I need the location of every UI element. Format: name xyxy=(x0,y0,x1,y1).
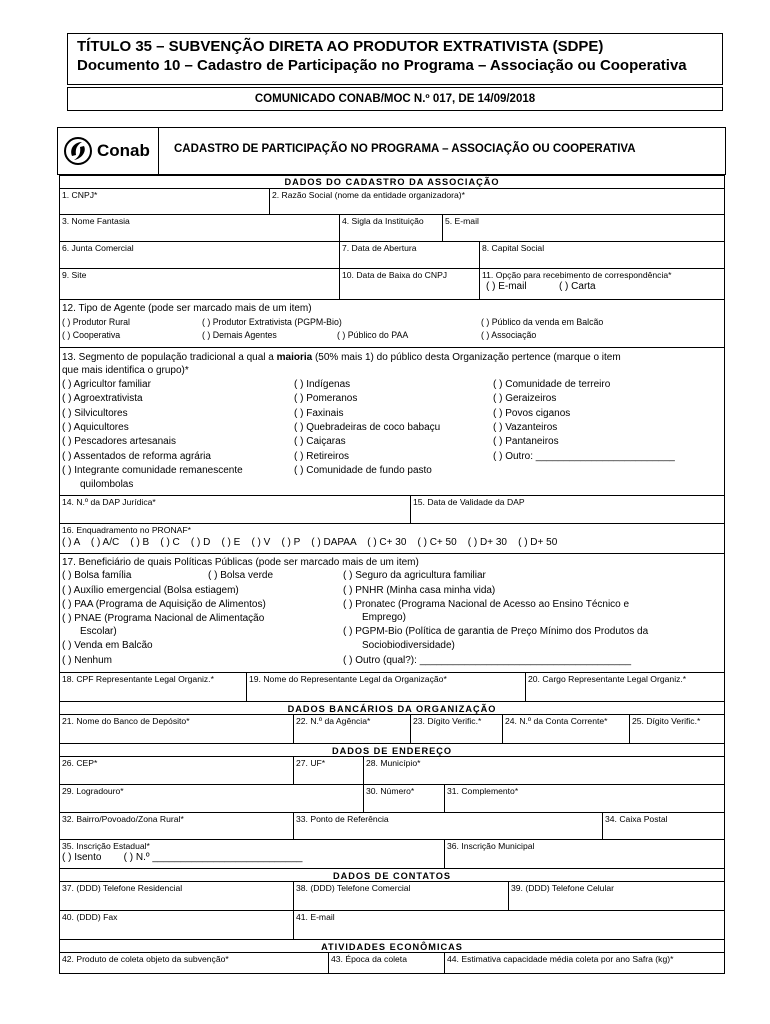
telefone-celular-field[interactable]: 39. (DDD) Telefone Celular xyxy=(508,881,725,911)
tipo-agente-option[interactable]: ( ) Demais Agentes xyxy=(202,330,277,340)
pronaf-options[interactable]: ( ) A ( ) A/C ( ) B ( ) C ( ) D ( ) E ( ) V ( ) P ( ) DAPAA ( ) C+ 30 ( ) C+ 50 ( ) D+ 30 ( ) D+ 50 xyxy=(62,537,558,548)
politicas-option[interactable]: ( ) Bolsa verde xyxy=(208,570,274,581)
option-item[interactable]: ( ) Indígenas xyxy=(294,379,351,390)
option-item[interactable]: ( ) Caiçaras xyxy=(294,436,346,448)
telefone-comercial-field[interactable]: 38. (DDD) Telefone Comercial xyxy=(293,881,509,911)
data-abertura-field[interactable]: 7. Data de Abertura xyxy=(339,241,480,269)
option-item[interactable]: ( ) Quebradeiras de coco babaçu xyxy=(294,421,441,433)
dap-juridica-field[interactable]: 14. N.º da DAP Jurídica* xyxy=(59,495,411,524)
politicas-option: Emprego) xyxy=(362,612,406,623)
pronaf-block xyxy=(59,523,725,554)
data-baixa-field[interactable]: 10. Data de Baixa do CNPJ xyxy=(339,268,480,300)
correspondencia-label: 11. Opção para recebimento de correspondência* xyxy=(482,270,672,280)
section-atividades: ATIVIDADES ECONÔMICAS xyxy=(321,942,463,952)
politicas-option: Escolar) xyxy=(80,626,117,637)
carta-option[interactable]: ( ) Carta xyxy=(558,281,596,292)
fax-field[interactable]: 40. (DDD) Fax xyxy=(59,910,294,940)
inscricao-estadual-field[interactable] xyxy=(59,839,445,869)
agencia-digito-field[interactable]: 23. Dígito Verific.* xyxy=(410,714,503,744)
nome-fantasia-field[interactable]: 3. Nome Fantasia xyxy=(59,214,340,242)
option-item[interactable]: ( ) Pomeranos xyxy=(294,393,358,405)
option-item[interactable]: ( ) Agroextrativista xyxy=(62,393,143,405)
capital-social-field[interactable]: 8. Capital Social xyxy=(479,241,725,269)
option-item[interactable]: ( ) Pescadores artesanais xyxy=(62,436,176,448)
logradouro-field[interactable]: 29. Logradouro* xyxy=(59,784,364,813)
politicas-option[interactable]: ( ) PNHR (Minha casa minha vida) xyxy=(343,585,496,596)
cpf-representante-field[interactable]: 18. CPF Representante Legal Organiz.* xyxy=(59,672,247,702)
ponto-referencia-field[interactable]: 33. Ponto de Referência xyxy=(293,812,603,840)
tipo-agente-option[interactable]: ( ) Produtor Rural xyxy=(62,317,130,327)
tipo-agente-option[interactable]: ( ) Cooperativa xyxy=(62,330,121,340)
nome-representante-field[interactable]: 19. Nome do Representante Legal da Organização* xyxy=(246,672,526,702)
telefone-residencial-field[interactable]: 37. (DDD) Telefone Residencial xyxy=(59,881,294,911)
option-item[interactable]: ( ) Comunidade de terreiro xyxy=(493,379,611,390)
segmento-title-cont: que mais identifica o grupo)* xyxy=(62,365,189,376)
option-item[interactable]: ( ) Povos ciganos xyxy=(493,407,571,419)
option-item[interactable]: ( ) Agricultor familiar xyxy=(62,379,151,390)
politicas-option[interactable]: ( ) Pronatec (Programa Nacional de Acesso ao Ensino Técnico e xyxy=(343,599,630,610)
option-item[interactable]: ( ) Pantaneiros xyxy=(493,436,559,448)
site-field[interactable]: 9. Site xyxy=(59,268,340,300)
razao-social-field[interactable]: 2. Razão Social (nome da entidade organizadora)* xyxy=(269,188,725,215)
conab-logo-text: Conab xyxy=(97,141,150,160)
municipio-field[interactable]: 28. Município* xyxy=(363,756,725,785)
numero-field[interactable]: 30. Número* xyxy=(363,784,445,813)
conab-logo xyxy=(63,133,155,169)
email-option[interactable]: ( ) E-mail xyxy=(486,281,527,292)
tipo-agente-title: 12. Tipo de Agente (pode ser marcado mais de um item) xyxy=(62,303,312,314)
inscricao-estadual-options[interactable]: ( ) Isento ( ) N.º ___________________________ xyxy=(62,852,303,863)
politicas-title: 17. Beneficiário de quais Políticas Públicas (pode ser marcado mais de um item) xyxy=(62,557,419,568)
politicas-option[interactable]: ( ) Auxílio emergencial (Bolsa estiagem) xyxy=(62,585,239,596)
sigla-field[interactable]: 4. Sigla da Instituição xyxy=(339,214,443,242)
logo-divider xyxy=(158,127,159,175)
politicas-option[interactable]: ( ) Venda em Balcão xyxy=(62,640,153,651)
politicas-option[interactable]: ( ) Bolsa família xyxy=(62,570,132,581)
option-item[interactable]: ( ) Aquicultores xyxy=(62,421,129,433)
epoca-coleta-field[interactable]: 43. Época da coleta xyxy=(328,952,445,974)
cargo-representante-field[interactable]: 20. Cargo Representante Legal Organiz.* xyxy=(525,672,725,702)
junta-comercial-field[interactable]: 6. Junta Comercial xyxy=(59,241,340,269)
option-item[interactable]: ( ) Integrante comunidade remanescente xyxy=(62,464,243,476)
tipo-agente-option[interactable]: ( ) Produtor Extrativista (PGPM-Bio) xyxy=(202,317,342,327)
option-item[interactable]: ( ) Retireiros xyxy=(294,450,350,462)
banco-field[interactable]: 21. Nome do Banco de Depósito* xyxy=(59,714,294,744)
estimativa-coleta-field[interactable]: 44. Estimativa capacidade média coleta por ano Safra (kg)* xyxy=(444,952,725,974)
tipo-agente-option[interactable]: ( ) Associação xyxy=(481,330,537,340)
option-item[interactable]: ( ) Assentados de reforma agrária xyxy=(62,450,211,462)
politicas-option[interactable]: ( ) PAA (Programa de Aquisição de Alimentos) xyxy=(62,599,266,610)
tipo-agente-option[interactable]: ( ) Público da venda em Balcão xyxy=(481,317,604,327)
bairro-field[interactable]: 32. Bairro/Povoado/Zona Rural* xyxy=(59,812,294,840)
document-title: TÍTULO 35 – SUBVENÇÃO DIRETA AO PRODUTOR EXTRATIVISTA (SDPE) xyxy=(77,38,604,55)
comunicado-text: COMUNICADO CONAB/MOC N.º 017, DE 14/09/2018 xyxy=(254,93,536,105)
segmento-title: 13. Segmento de população tradicional a qual a maioria (50% mais 1) do público desta Organização pertence (marque o item xyxy=(62,352,621,363)
contato-email-field[interactable]: 41. E-mail xyxy=(293,910,725,940)
option-item: quilombolas xyxy=(80,479,134,491)
uf-field[interactable]: 27. UF* xyxy=(293,756,364,785)
complemento-field[interactable]: 31. Complemento* xyxy=(444,784,725,813)
correspondencia-field[interactable] xyxy=(479,268,725,300)
tipo-agente-option[interactable]: ( ) Público do PAA xyxy=(337,330,409,340)
produto-coleta-field[interactable]: 42. Produto de coleta objeto da subvenção* xyxy=(59,952,329,974)
cnpj-field[interactable]: 1. CNPJ* xyxy=(59,188,270,215)
form-title: CADASTRO DE PARTICIPAÇÃO NO PROGRAMA – ASSOCIAÇÃO OU COOPERATIVA xyxy=(174,143,636,155)
section-associacao: DADOS DO CADASTRO DA ASSOCIAÇÃO xyxy=(284,177,500,187)
politicas-option[interactable]: ( ) Nenhum xyxy=(62,655,113,666)
document-subtitle: Documento 10 – Cadastro de Participação no Programa – Associação ou Cooperativa xyxy=(77,57,687,74)
section-contatos: DADOS DE CONTATOS xyxy=(332,871,452,881)
politicas-option[interactable]: ( ) PGPM-Bio (Política de garantia de Preço Mínimo dos Produtos da xyxy=(343,626,649,637)
conta-digito-field[interactable]: 25. Dígito Verific.* xyxy=(629,714,725,744)
section-bancarios: DADOS BANCÁRIOS DA ORGANIZAÇÃO xyxy=(287,704,497,714)
dap-validade-field[interactable]: 15. Data de Validade da DAP xyxy=(410,495,725,524)
option-item[interactable]: ( ) Outro: _________________________ xyxy=(493,450,675,462)
inscricao-municipal-field[interactable]: 36. Inscrição Municipal xyxy=(444,839,725,869)
option-item[interactable]: ( ) Silvicultores xyxy=(62,407,128,419)
option-item[interactable]: ( ) Comunidade de fundo pasto xyxy=(294,464,432,476)
pronaf-label: 16. Enquadramento no PRONAF* xyxy=(62,525,191,535)
politicas-option[interactable]: ( ) Outro (qual?): ______________________________________ xyxy=(343,655,632,666)
option-item[interactable]: ( ) Geraizeiros xyxy=(493,393,557,405)
email-field[interactable]: 5. E-mail xyxy=(442,214,725,242)
section-endereco: DADOS DE ENDEREÇO xyxy=(331,746,453,756)
option-item[interactable]: ( ) Vazanteiros xyxy=(493,421,558,433)
cep-field[interactable]: 26. CEP* xyxy=(59,756,294,785)
inscricao-estadual-label: 35. Inscrição Estadual* xyxy=(62,841,150,851)
politicas-option: Sociobiodiversidade) xyxy=(362,640,455,651)
option-item[interactable]: ( ) Faxinais xyxy=(294,407,344,419)
conta-field[interactable]: 24. N.º da Conta Corrente* xyxy=(502,714,630,744)
conab-logo-icon xyxy=(63,134,93,168)
politicas-option[interactable]: ( ) Seguro da agricultura familiar xyxy=(343,570,486,581)
agencia-field[interactable]: 22. N.º da Agência* xyxy=(293,714,411,744)
politicas-option[interactable]: ( ) PNAE (Programa Nacional de Alimentação xyxy=(62,613,265,624)
caixa-postal-field[interactable]: 34. Caixa Postal xyxy=(602,812,725,840)
